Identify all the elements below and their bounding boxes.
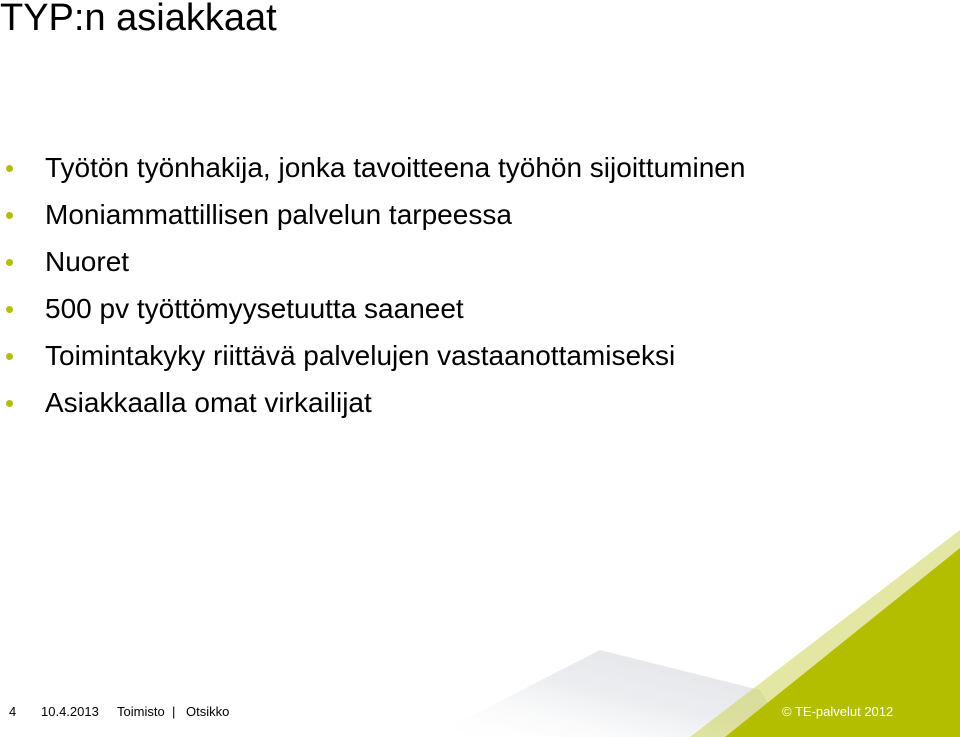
footer-date: 10.4.2013 bbox=[41, 704, 99, 719]
bullet-dot-icon bbox=[6, 259, 13, 266]
bullet-text: Toimintakyky riittävä palvelujen vastaanottamiseksi bbox=[45, 340, 676, 371]
bullet-text: Nuoret bbox=[45, 246, 130, 277]
slide-footer bbox=[0, 700, 960, 724]
bullet-text: Työtön työnhakija, jonka tavoitteena työhön sijoittuminen bbox=[45, 152, 746, 183]
footer-office: Toimisto bbox=[117, 704, 165, 719]
bullet-dot-icon bbox=[6, 306, 13, 313]
footer-copyright: © TE-palvelut 2012 bbox=[782, 704, 894, 719]
bullet-dot-icon bbox=[6, 353, 13, 360]
bullet-text: Moniammattillisen palvelun tarpeessa bbox=[45, 199, 512, 230]
bullet-dot-icon bbox=[6, 165, 13, 172]
slide-title: TYP:n asiakkaat bbox=[0, 0, 277, 39]
footer-subject: Otsikko bbox=[186, 704, 230, 719]
bullet-text: Asiakkaalla omat virkailijat bbox=[45, 387, 372, 418]
footer-separator: | bbox=[172, 704, 176, 719]
bullet-dot-icon bbox=[6, 212, 13, 219]
bullet-dot-icon bbox=[6, 400, 13, 407]
bullet-text: 500 pv työttömyysetuutta saaneet bbox=[45, 293, 464, 324]
page-number: 4 bbox=[9, 704, 17, 719]
